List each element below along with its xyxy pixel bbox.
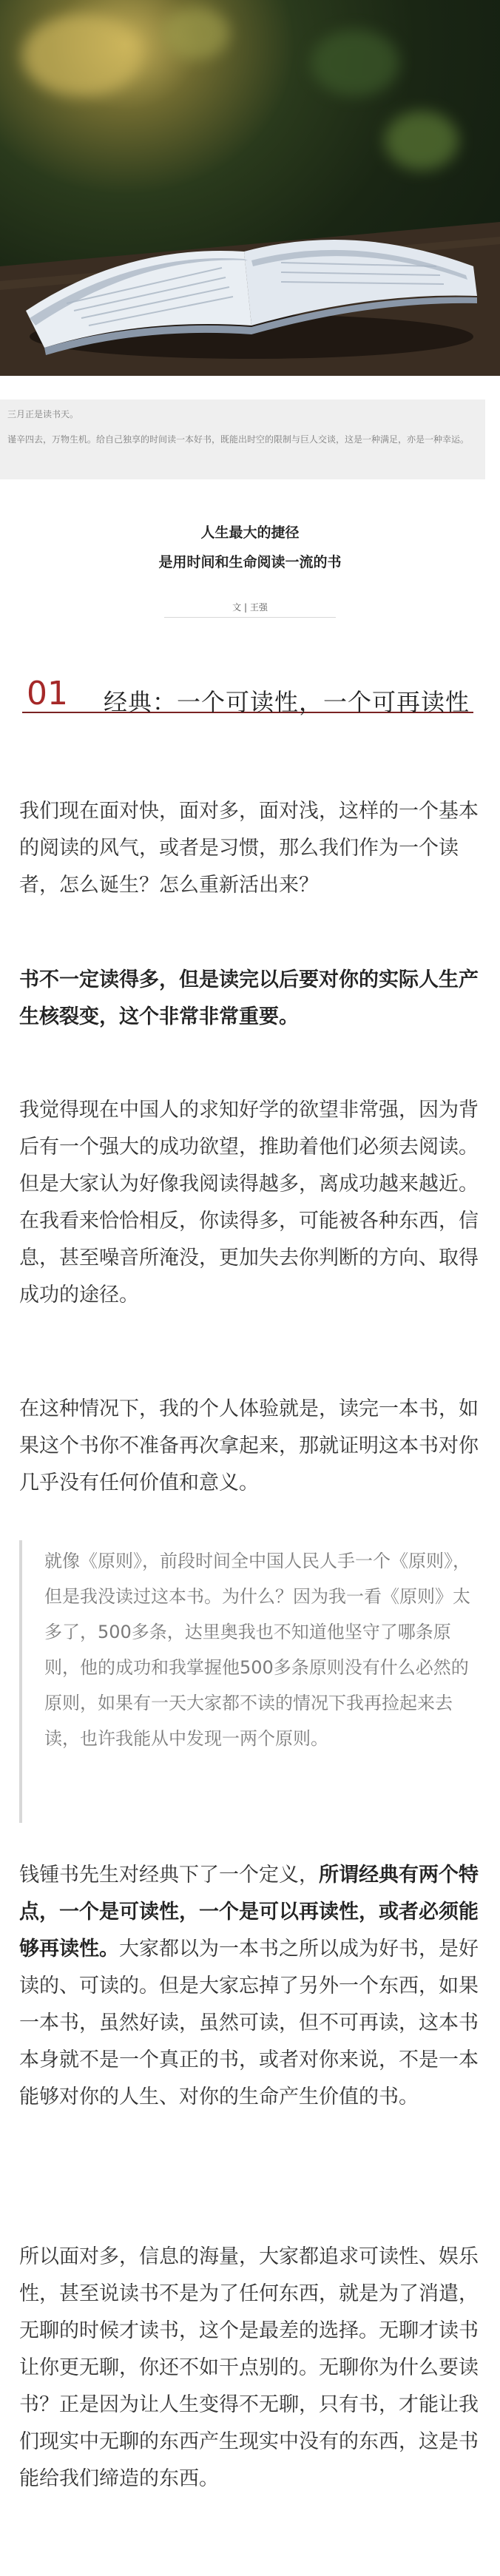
paragraph-5-rest: 大家都以为一本书之所以成为好书，是好读的、可读的。但是大家忘掉了另外一个东西，如果一本书，虽然好读，虽然可读，但不可再读，这本书本身就不是一个真正的书，或者对你来说，不是一本能够对你的人生、对你的生命产生价值的书。 [19, 1938, 479, 2108]
paragraph-3: 我觉得现在中国人的求知好学的欲望非常强，因为背后有一个强大的成功欲望，推助着他们必须去阅读。但是大家认为好像我阅读得越多，离成功越来越近。在我看来恰恰相反，你读得多，可能被各种东西，信息，甚至噪音所淹没，更加失去你判断的方向、取得成功的途径。 [19, 1099, 479, 1306]
paragraph-6: 所以面对多，信息的海量，大家都追求可读性、娱乐性，甚至说读书不是为了任何东西，就是为了消遣，无聊的时候才读书，这个是最差的选择。无聊才读书让你更无聊，你还不如干点别的。无聊你为什么要读书？正是因为让人生变得不无聊，只有书，才能让我们现实中无聊的东西产生现实中没有的东西，这是书能给我们缔造的东西。 [19, 2245, 479, 2490]
article-title [0, 518, 500, 577]
title-line-2: 是用时间和生命阅读一流的书 [158, 554, 342, 570]
paragraph-5-intro: 钱锺书先生对经典下了一个定义， [19, 1864, 319, 1887]
intro-line-1: 三月正是读书天。 [7, 409, 79, 419]
header-image [0, 0, 500, 376]
paragraph-5 [19, 1857, 484, 2116]
quote-text: 就像《原则》，前段时间全中国人民人手一个《原则》，但是我没读过这本书。为什么？因为我一看《原则》太多了，500多条，达里奥我也不知道他坚守了哪条原则，他的成功和我掌握他500多条原则没有什么必然的原则，如果有一天大家都不读的情况下我再捡起来去读，也许我能从中发现一两个原则。 [44, 1551, 470, 1749]
author-byline: 文 | 王强 [232, 602, 268, 613]
section-header [22, 675, 473, 716]
blockquote [19, 1540, 484, 1823]
intro-box [0, 399, 485, 479]
book-illustration [0, 0, 500, 376]
section-title: 经典：一个可读性，一个可再读性 [104, 688, 470, 716]
paragraph-4: 在这种情况下，我的个人体验就是，读完一本书，如果这个书你不准备再次拿起来，那就证明这本书对你几乎没有任何价值和意义。 [19, 1397, 479, 1494]
section-number: 01 [27, 675, 68, 712]
paragraph-5-bold: 所谓经典有两个特点，一个是可读性，一个是可以再读性，或者必须能够再读性。 [19, 1864, 479, 1960]
title-line-1: 人生最大的捷径 [200, 525, 300, 541]
byline-divider [164, 617, 336, 618]
paragraph-1: 我们现在面对快，面对多，面对浅，这样的一个基本的阅读的风气，或者是习惯，那么我们作为一个读者，怎么诞生？怎么重新活出来？ [19, 800, 479, 897]
paragraph-2-bold: 书不一定读得多，但是读完以后要对你的实际人生产生核裂变，这个非常非常重要。 [19, 968, 479, 1028]
intro-line-2: 谨辛四去，万物生机。给自己独享的时间读一本好书，既能出时空的限制与巨人交谈，这是一种满足，亦是一种幸运。 [7, 434, 470, 445]
